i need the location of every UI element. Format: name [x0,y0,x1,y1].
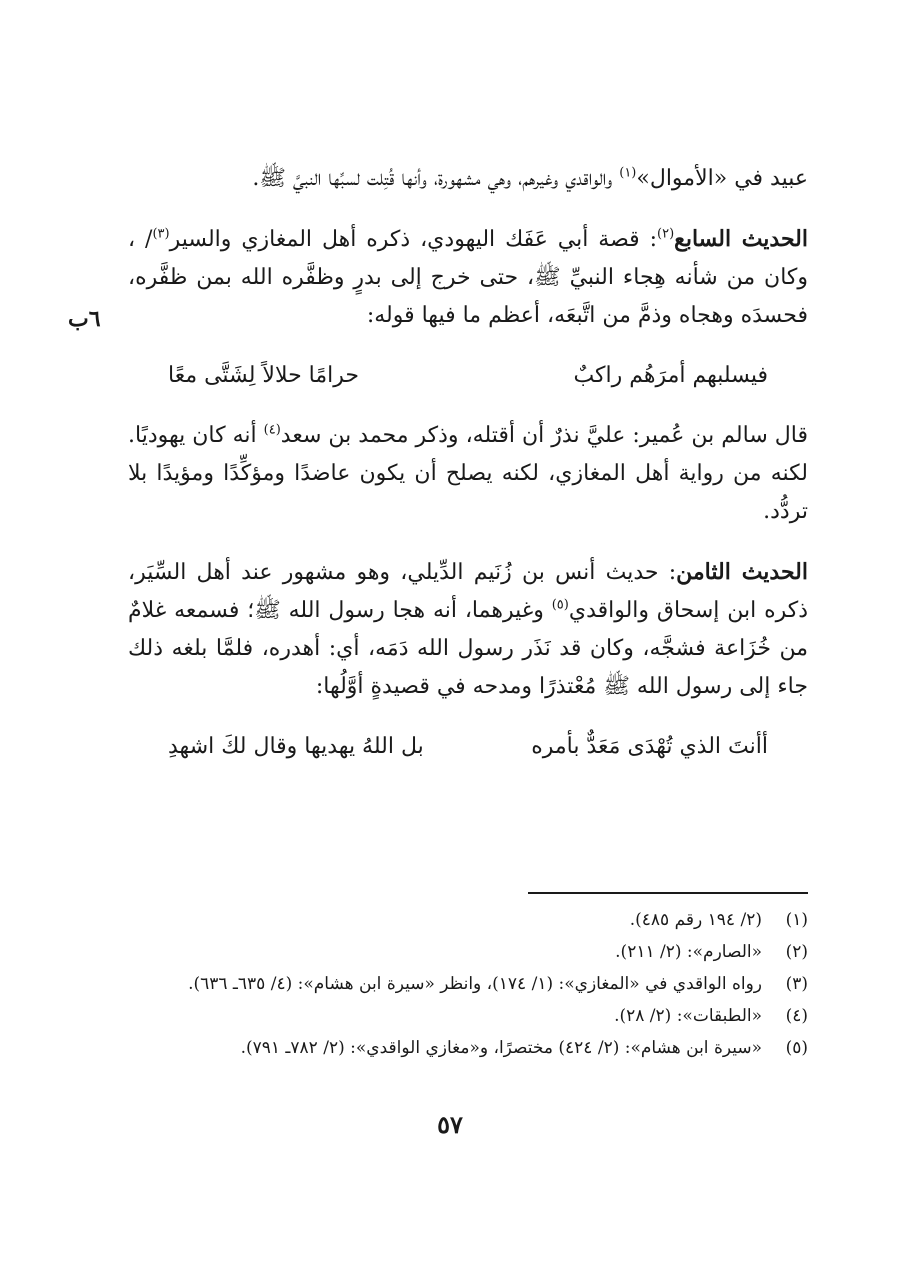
footnote-separator [528,892,808,894]
footnote-text: «الطبقات»: (٢/ ٢٨). [614,1006,762,1026]
footnote-ref[interactable]: (٥) [551,597,569,613]
footnote-item [128,938,808,966]
verse-hemistich-left: حرامًا حلالاً لِشَتَّى معًا [168,363,359,388]
text-segment: أنه كان يهوديًا. لكنه من رواية أهل المغازي، لكنه يصلح أن يكون عاضدًا ومؤكِّدًا ومؤيدًا بلا تردُّد. [128,423,808,524]
footnote-number: (٥) [785,1038,808,1058]
paragraph-2 [128,220,808,335]
footnotes [128,906,808,1066]
footnote-item [128,906,808,934]
text-segment: : حديث أنس بن زُنَيم الدِّيلي، وهو مشهور عند أهل السِّيَر، ذكره ابن إسحاق والواقدي [128,560,809,623]
text-segment: / ، وكان من شأنه هِجاء النبيِّ ﷺ، حتى خرج إلى بدرٍ وظفَّره الله بمن ظفَّره، فحسدَه وهجاه وذمَّ من اتَّبعَه، أعظم ما فيها قوله: [128,227,808,328]
hadith-heading: الحديث الثامن [676,559,808,585]
footnote-ref[interactable]: (٢) [657,226,675,242]
text-segment: والواقدي وغيرهم، وهي مشهورة، وأنها قُتِلت لسبِّها النبيَّ ﷺ. [252,166,620,191]
footnote-text: «الصارم»: (٢/ ٢١١). [615,942,762,962]
footnote-ref[interactable]: (١) [619,165,637,181]
footnote-ref[interactable]: (٤) [263,422,281,438]
paragraph-3 [128,417,808,531]
footnote-text: (٢/ ١٩٤ رقم ٤٨٥). [629,910,762,930]
paragraph-4 [128,553,808,706]
footnote-number: (٣) [785,974,808,994]
footnote-text: «سيرة ابن هشام»: (٢/ ٤٢٤) مختصرًا، و«مغازي الواقدي»: (٢/ ٧٨٢ـ ٧٩١). [240,1038,762,1058]
page-number: ٥٧ [437,1110,463,1139]
footnote-number: (٢) [785,942,808,962]
margin-folio-note: ٦ب [68,306,101,332]
footnote-item [128,970,808,998]
footnote-number: (٤) [785,1006,808,1026]
verse-hemistich-right: فيسلبهم أمرَهُم راكبٌ [573,363,768,388]
footnote-item [128,1034,808,1062]
paragraph-1 [128,160,808,198]
footnote-ref[interactable]: (٣) [152,226,170,242]
footnote-text: رواه الواقدي في «المغازي»: (١/ ١٧٤)، وانظر «سيرة ابن هشام»: (٤/ ٦٣٥ـ ٦٣٦). [188,974,762,994]
text-segment: قال سالم بن عُمير: عليَّ نذرٌ أن أقتله، وذكر محمد بن سعد [280,423,808,448]
verse-1 [128,357,808,395]
footnote-item [128,1002,808,1030]
footnote-number: (١) [785,910,808,930]
text-segment: وغيرهما، أنه هجا رسول الله ﷺ؛ فسمعه غلامٌ من خُزَاعة فشجَّه، وكان قد نَذَر رسول الله دَمَه، أي: أهدره، فلمَّا بلغه ذلك جاء إلى رسول الله ﷺ مُعْتذرًا ومدحه في قصيدةٍ أوَّلُها: [128,598,808,699]
text-segment: : قصة أبي عَفَك اليهودي، ذكره أهل المغازي والسير [169,227,657,252]
hadith-heading: الحديث السابع [674,226,808,252]
verse-hemistich-right: أأنتَ الذي تُهْدَى مَعَدٌّ بأمره [531,734,768,759]
main-text [128,160,808,788]
text-segment: عبيد في «الأموال» [636,166,808,191]
verse-2 [128,728,808,766]
verse-hemistich-left: بل اللهُ يهديها وقال لكَ اشهدِ [168,734,424,759]
